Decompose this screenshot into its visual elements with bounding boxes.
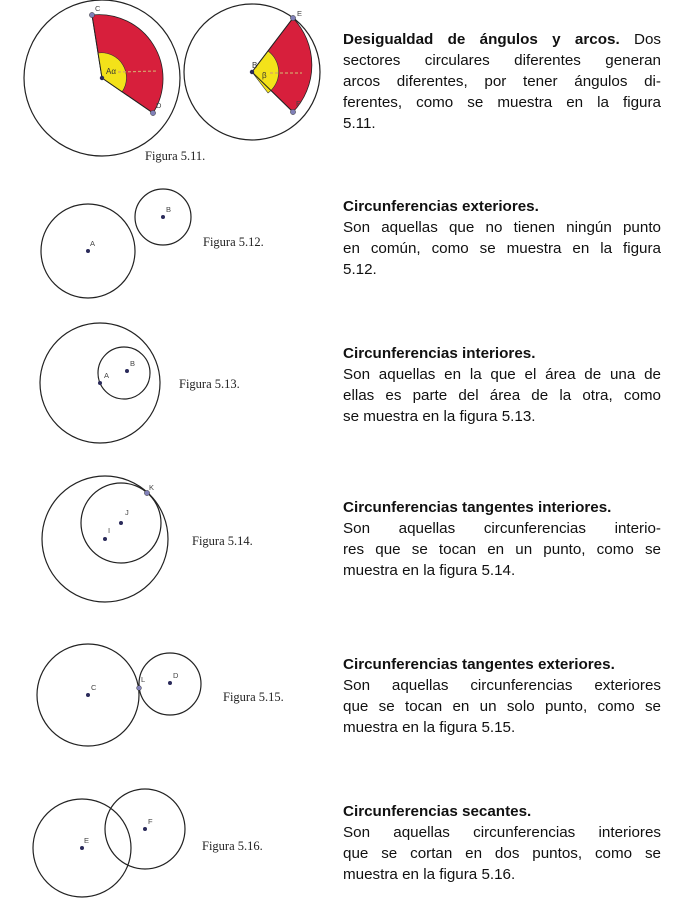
body-line: sectores circulares diferentes generan	[343, 52, 661, 69]
point-e	[80, 846, 84, 850]
label-a: A	[90, 239, 96, 248]
point-c	[89, 12, 94, 17]
section-title: Circunferencias tangentes exteriores.	[343, 656, 615, 673]
label-e: E	[84, 836, 90, 845]
section-title: Circunferencias secantes.	[343, 803, 532, 820]
body-line: Dos	[619, 31, 661, 48]
body-line: ferentes, como se muestra en la figura	[343, 94, 661, 111]
body-line: Son aquellas que no tienen ningún punto	[343, 219, 661, 236]
body-line: en común, como se muestra en la figura	[343, 240, 661, 257]
point-c	[86, 693, 90, 697]
label-l: L	[141, 675, 146, 684]
point-l	[137, 686, 142, 691]
body-line: Son aquellas circunferencias interiores	[343, 824, 661, 841]
point-b	[161, 215, 165, 219]
body-line: muestra en la figura 5.16.	[343, 866, 516, 883]
angle-label-alpha: Aα	[106, 67, 116, 76]
label-d: D	[173, 671, 179, 680]
body-line: arcos diferentes, por tener ángulos di-	[343, 73, 661, 90]
figure-5-14	[42, 476, 253, 602]
label-j: J	[125, 508, 129, 517]
figure-5-15	[37, 644, 284, 746]
point-b	[125, 369, 129, 373]
angle-label-beta: β	[262, 71, 267, 80]
body-line: Son aquellas circunferencias interio-	[343, 520, 661, 537]
point-a	[98, 381, 102, 385]
point-d	[150, 110, 155, 115]
body-line: res que se tocan en un punto, como se	[343, 541, 661, 558]
caption-5-12: Figura 5.12.	[203, 235, 264, 249]
point-f	[290, 109, 295, 114]
body-line: Son aquellas circunferencias exteriores	[343, 677, 661, 694]
figure-5-13	[40, 323, 240, 443]
label-e: E	[297, 9, 303, 18]
caption-5-13: Figura 5.13.	[179, 377, 240, 391]
caption-5-15: Figura 5.15.	[223, 690, 284, 704]
caption-5-14: Figura 5.14.	[192, 534, 253, 548]
caption-5-16: Figura 5.16.	[202, 839, 263, 853]
point-e	[290, 15, 295, 20]
body-line: se muestra en la figura 5.13.	[343, 408, 536, 425]
point-center-right	[250, 70, 254, 74]
label-i: I	[108, 526, 111, 535]
body-line: 5.11.	[343, 115, 376, 132]
section-exterior-circles	[343, 196, 661, 280]
label-c: C	[91, 683, 97, 692]
label-c: C	[95, 4, 101, 13]
section-tangent-exterior-circles	[343, 654, 661, 738]
point-f	[143, 827, 147, 831]
figure-5-11	[24, 0, 320, 163]
section-title: Circunferencias exteriores.	[343, 198, 539, 215]
label-d: D	[156, 101, 162, 110]
point-j	[119, 521, 123, 525]
body-line: Son aquellas en la que el área de una de	[343, 366, 661, 383]
label-k: K	[149, 483, 155, 492]
label-b: B	[130, 359, 136, 368]
section-angle-arc-inequality	[343, 29, 661, 134]
body-line: que se tocan en un solo punto, como se	[343, 698, 661, 715]
section-title: Desigualdad de ángulos y arcos.	[343, 31, 620, 48]
point-d	[168, 681, 172, 685]
body-line: ellas es parte del área de la otra, como	[343, 387, 661, 404]
section-title: Circunferencias interiores.	[343, 345, 536, 362]
section-tangent-interior-circles	[343, 497, 661, 581]
figure-5-16	[33, 789, 263, 897]
point-i	[103, 537, 107, 541]
body-line: muestra en la figura 5.14.	[343, 562, 516, 579]
caption-5-11: Figura 5.11.	[145, 149, 206, 163]
label-b: B	[252, 61, 258, 70]
body-line: 5.12.	[343, 261, 377, 278]
body-line: muestra en la figura 5.15.	[343, 719, 516, 736]
section-secant-circles	[343, 801, 661, 885]
section-title: Circunferencias tangentes interiores.	[343, 499, 612, 516]
point-center-left	[100, 76, 104, 80]
label-b: B	[166, 205, 172, 214]
label-f: F	[296, 99, 301, 108]
body-line: que se cortan en dos puntos, como se	[343, 845, 661, 862]
section-interior-circles	[343, 343, 661, 427]
point-a	[86, 249, 90, 253]
label-a: A	[104, 371, 110, 380]
label-f: F	[148, 817, 153, 826]
figure-5-12	[41, 189, 264, 298]
